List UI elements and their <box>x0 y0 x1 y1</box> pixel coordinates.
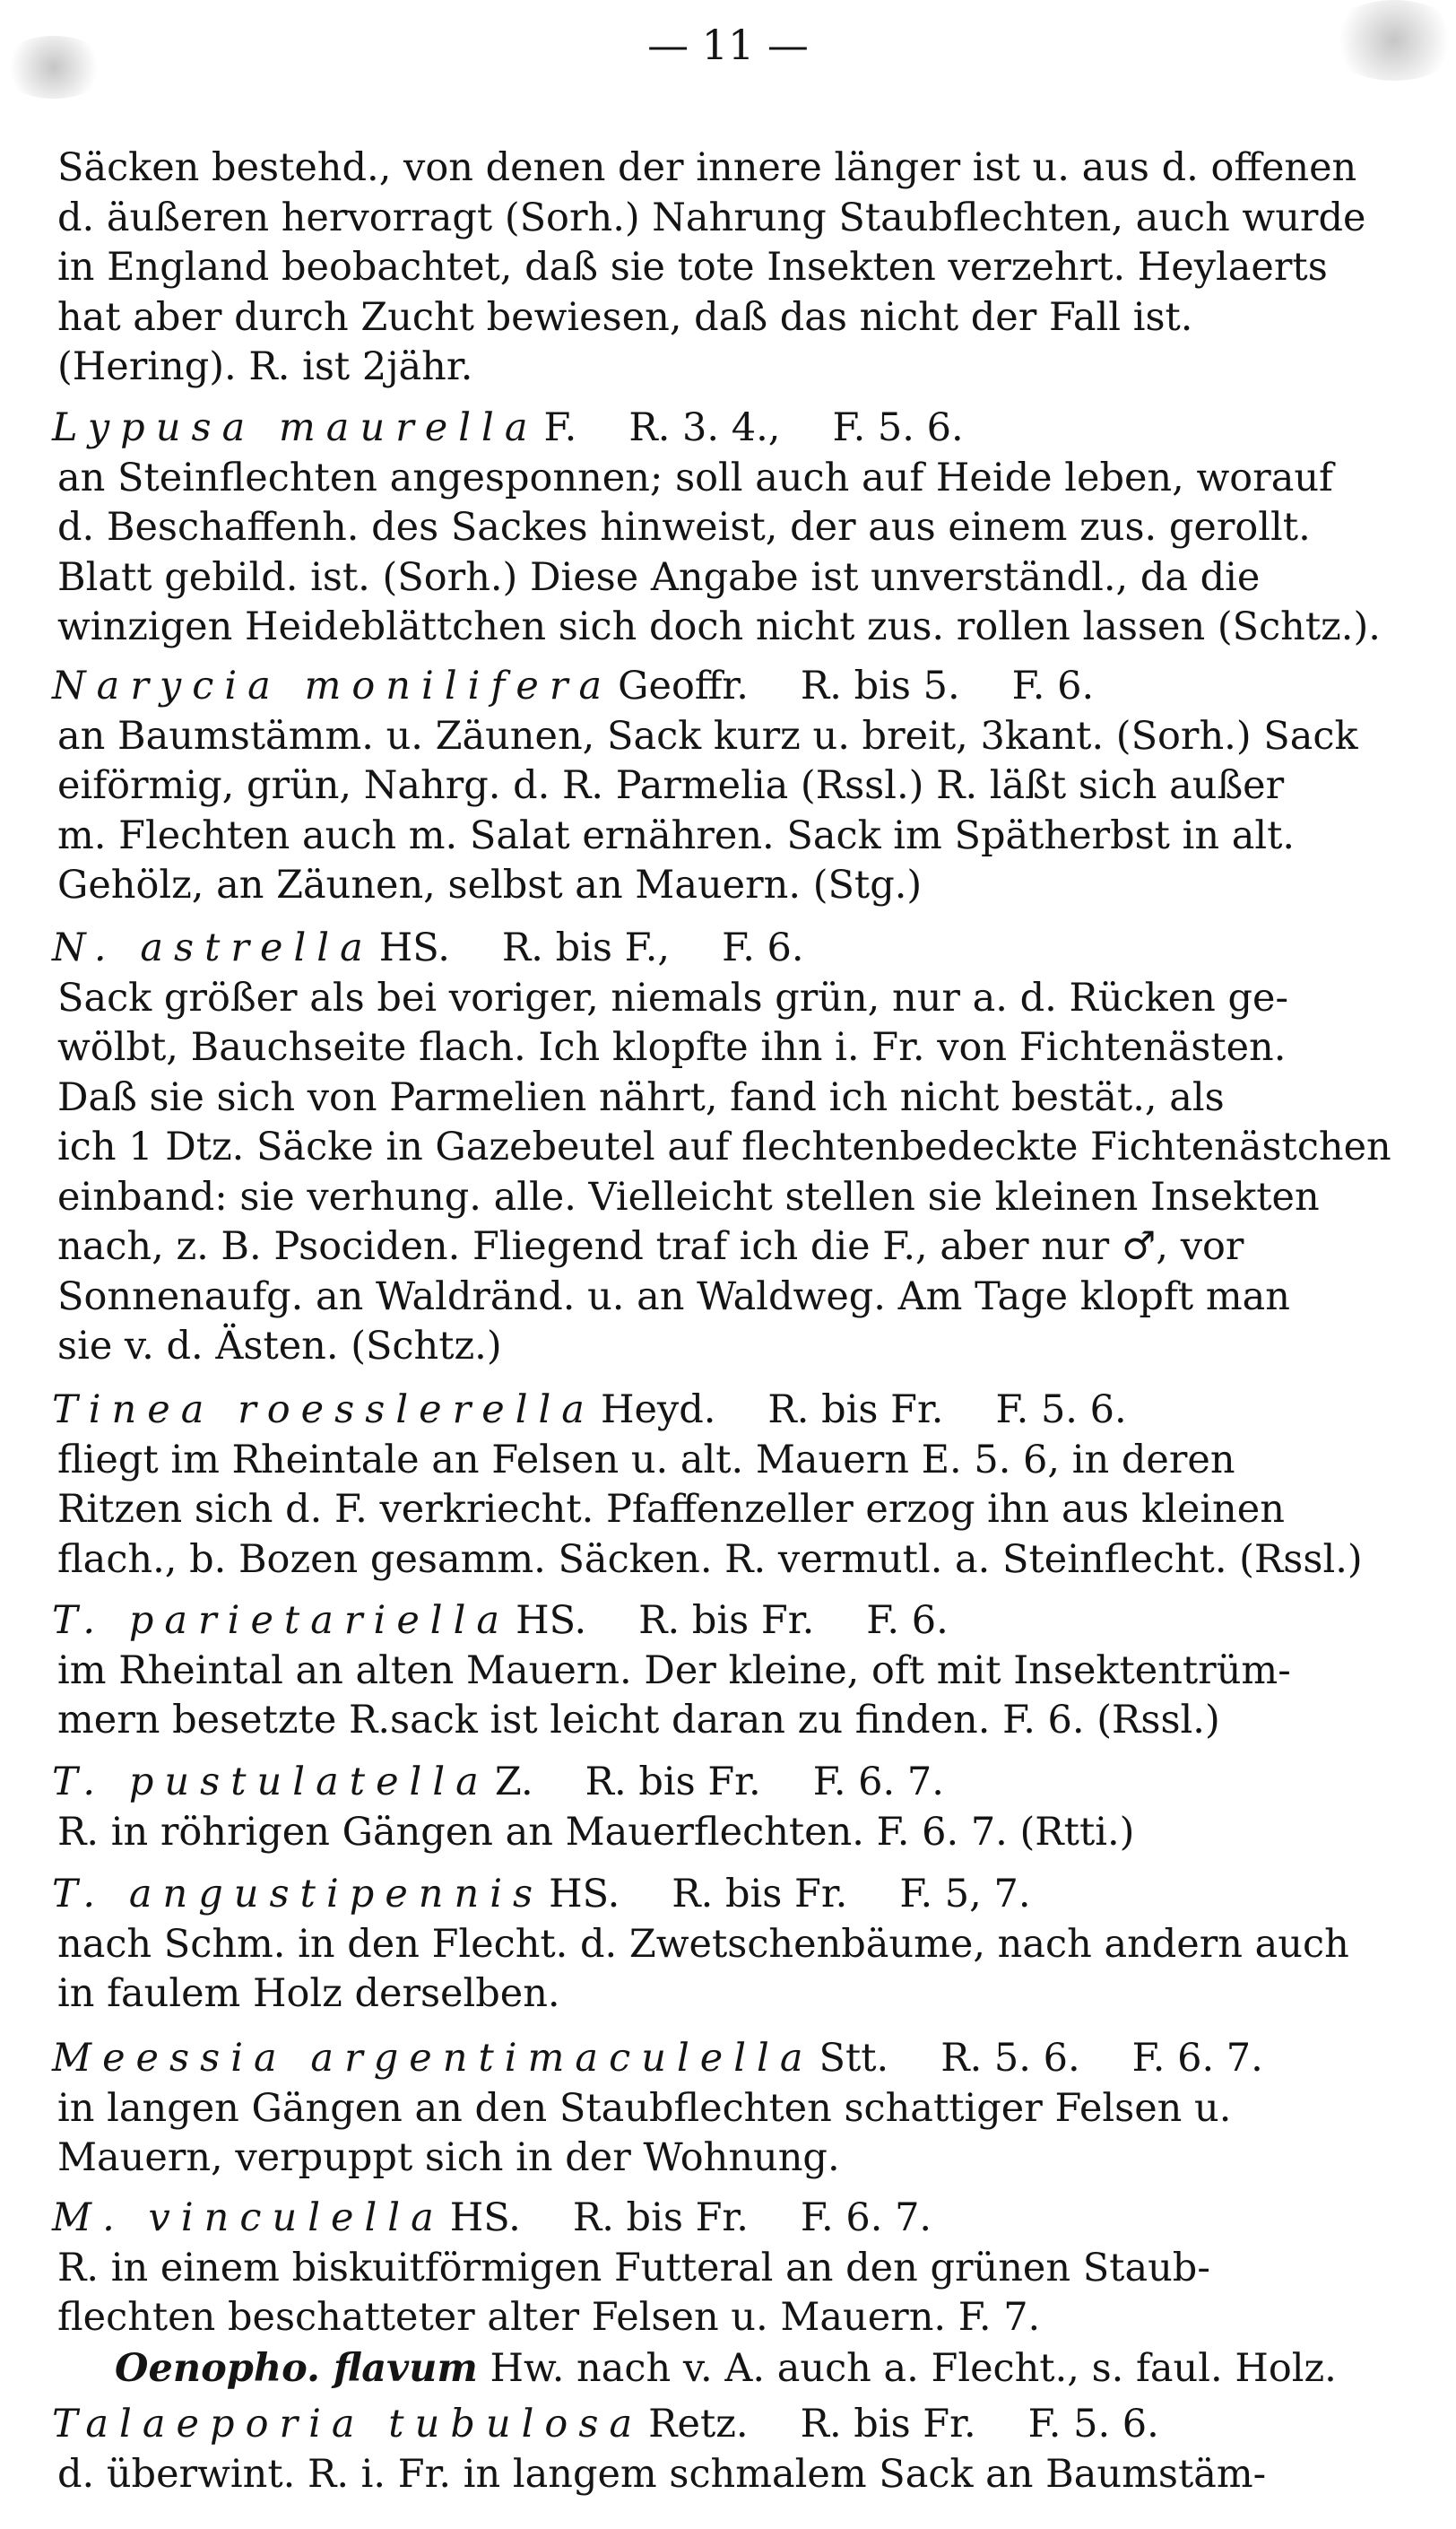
species-name: Talaeporia tubulosa <box>52 2402 644 2446</box>
falter-months: F. 5. 6. <box>1027 2402 1159 2446</box>
species-entry <box>52 924 1424 1372</box>
text-line: m. Flechten auch m. Salat ernähren. Sack im Spätherbst in alt. <box>57 813 1296 858</box>
text-line: sie v. d. Ästen. (Schtz.) <box>57 1324 502 1369</box>
species-entry <box>52 1596 1424 1746</box>
text-line: eiförmig, grün, Nahrg. d. R. Parmelia (Rssl.) R. läßt sich außer <box>57 763 1285 808</box>
falter-months: F. 6. 7. <box>812 1760 944 1804</box>
text-line: R. in einem biskuitförmigen Futteral an den grünen Staub- <box>57 2245 1210 2290</box>
raupe-months: R. bis Fr. <box>767 1387 944 1432</box>
species-author: HS. <box>549 1872 620 1916</box>
text-line: fliegt im Rheintale an Felsen u. alt. Mauern E. 5. 6, in deren <box>57 1437 1235 1482</box>
species-name: Tinea roesslerella <box>52 1387 595 1432</box>
raupe-months: R. bis Fr. <box>585 1760 761 1804</box>
text-line: d. äußeren hervorragt (Sorh.) Nahrung Staubflechten, auch wurde <box>57 195 1366 240</box>
raupe-months: R. bis Fr. <box>638 1598 815 1643</box>
species-entry <box>52 1870 1424 2020</box>
note-line <box>115 2344 1424 2394</box>
species-author: F. <box>543 405 577 450</box>
species-author: Heyd. <box>600 1387 716 1432</box>
species-author: Retz. <box>648 2402 749 2446</box>
species-heading <box>52 924 1424 974</box>
text-line: R. in röhrigen Gängen an Mauerflechten. F. 6. 7. (Rtti.) <box>57 1809 1135 1855</box>
text-line: nach Schm. in den Flecht. d. Zwetschenbäume, nach andern auch <box>57 1921 1349 1967</box>
species-note <box>115 2344 1424 2394</box>
falter-months: F. 5, 7. <box>899 1872 1031 1916</box>
species-name: Narycia monilifera <box>52 664 613 708</box>
species-entry <box>52 2034 1424 2184</box>
text-line: ich 1 Dtz. Säcke in Gazebeutel auf flechtenbedeckte Fichtenästchen <box>57 1125 1391 1169</box>
species-author: Geoffr. <box>618 664 749 708</box>
species-entry <box>52 662 1424 911</box>
text-line: (Hering). R. ist 2jähr. <box>57 344 473 389</box>
species-heading <box>52 404 1424 454</box>
text-line: mern besetzte R.sack ist leicht daran zu finden. F. 6. (Rssl.) <box>57 1698 1220 1742</box>
raupe-months: R. 5. 6. <box>940 2036 1080 2081</box>
text-line: Gehölz, an Zäunen, selbst an Mauern. (Stg.) <box>57 863 923 908</box>
text-line: Blatt gebild. ist. (Sorh.) Diese Angabe ist unverständl., da die <box>57 554 1261 600</box>
species-heading <box>52 662 1424 712</box>
text-line: wölbt, Bauchseite flach. Ich klopfte ihn i. Fr. von Fichtenästen. <box>57 1025 1287 1070</box>
text-line: an Baumstämm. u. Zäunen, Sack kurz u. breit, 3kant. (Sorh.) Sack <box>57 713 1358 759</box>
text-line: flechten beschatteter alter Felsen u. Mauern. F. 7. <box>57 2295 1041 2340</box>
species-heading <box>52 2034 1424 2084</box>
falter-months: F. 6. <box>1011 664 1095 708</box>
species-heading <box>52 1596 1424 1647</box>
text-line: Ritzen sich d. F. verkriecht. Pfaffenzeller erzog ihn aus kleinen <box>57 1487 1285 1532</box>
text-line: Säcken bestehd., von denen der innere länger ist u. aus d. offenen <box>57 145 1357 190</box>
text-line: winzigen Heideblättchen sich doch nicht zus. rollen lassen (Schtz.). <box>57 604 1381 649</box>
text-line: Sonnenaufg. an Waldränd. u. an Waldweg. Am Tage klopft man <box>57 1273 1290 1319</box>
text-line: im Rheintal an alten Mauern. Der kleine, oft mit Insektentrüm- <box>57 1647 1291 1693</box>
species-entry <box>52 2194 1424 2343</box>
text-line: Mauern, verpuppt sich in der Wohnung. <box>57 2135 840 2180</box>
species-author: Stt. <box>819 2036 889 2081</box>
text-line: an Steinflechten angesponnen; soll auch auf Heide leben, worauf <box>57 455 1333 500</box>
text-line: in faulem Holz derselben. <box>57 1971 560 2016</box>
raupe-months: R. bis Fr. <box>800 2402 976 2446</box>
species-name: Oenopho. flavum <box>115 2346 478 2391</box>
text-line: hat aber durch Zucht bewiesen, daß das nicht der Fall ist. <box>57 294 1193 340</box>
text-line: Sack größer als bei voriger, niemals grün, nur a. d. Rücken ge- <box>57 975 1288 1021</box>
raupe-months: R. bis Fr. <box>672 1872 848 1916</box>
species-entry <box>52 1386 1424 1585</box>
raupe-months: R. bis F., <box>501 926 671 970</box>
text-line: nach, z. B. Psociden. Fliegend traf ich die F., aber nur ♂, vor <box>57 1224 1244 1269</box>
species-heading <box>52 1758 1424 1808</box>
falter-months: F. 5. 6. <box>995 1387 1127 1432</box>
species-heading <box>52 1386 1424 1436</box>
raupe-months: R. bis 5. <box>800 664 960 708</box>
species-entry <box>52 1758 1424 1857</box>
species-name: Meessia argentimaculella <box>52 2036 814 2081</box>
species-entry <box>52 2400 1424 2499</box>
text-line: d. Beschaffenh. des Sackes hinweist, der aus einem zus. gerollt. <box>57 505 1311 550</box>
text-line: einband: sie verhung. alle. Vielleicht stellen sie kleinen Insekten <box>57 1174 1320 1220</box>
species-author: HS. <box>378 926 450 970</box>
species-name: N. astrella <box>52 926 374 970</box>
species-name: Lypusa maurella <box>52 405 539 450</box>
raupe-months: R. bis Fr. <box>572 2195 749 2240</box>
species-name: T. pustulatella <box>52 1760 490 1804</box>
species-heading <box>52 2194 1424 2244</box>
text-line: in langen Gängen an den Staubflechten schattiger Felsen u. <box>57 2085 1232 2131</box>
text-line: Daß sie sich von Parmelien nährt, fand ich nicht bestät., als <box>57 1074 1225 1120</box>
species-heading <box>52 1870 1424 1920</box>
note-text: Hw. nach v. A. auch a. Flecht., s. faul. Holz. <box>490 2346 1337 2391</box>
species-entry <box>52 404 1424 653</box>
species-author: HS. <box>516 1598 587 1643</box>
page-number: — 11 — <box>647 21 809 69</box>
species-name: M. vinculella <box>52 2195 445 2240</box>
falter-months: F. 6. <box>866 1598 949 1643</box>
falter-months: F. 5. 6. <box>832 405 964 450</box>
species-heading <box>52 2400 1424 2450</box>
text-line: flach., b. Bozen gesamm. Säcken. R. vermutl. a. Steinflecht. (Rssl.) <box>57 1536 1363 1582</box>
species-author: Z. <box>494 1760 533 1804</box>
raupe-months: R. 3. 4., <box>628 405 781 450</box>
falter-months: F. 6. <box>722 926 804 970</box>
falter-months: F. 6. 7. <box>1131 2036 1263 2081</box>
species-name: T. parietariella <box>52 1598 511 1643</box>
falter-months: F. 6. 7. <box>800 2195 932 2240</box>
text-line: in England beobachtet, daß sie tote Insekten verzehrt. Heylaerts <box>57 245 1328 290</box>
species-author: HS. <box>449 2195 521 2240</box>
species-name: T. angustipennis <box>52 1872 544 1916</box>
text-line: d. überwint. R. i. Fr. in langem schmalem Sack an Baumstäm- <box>57 2451 1267 2497</box>
intro-paragraph <box>52 143 1424 393</box>
